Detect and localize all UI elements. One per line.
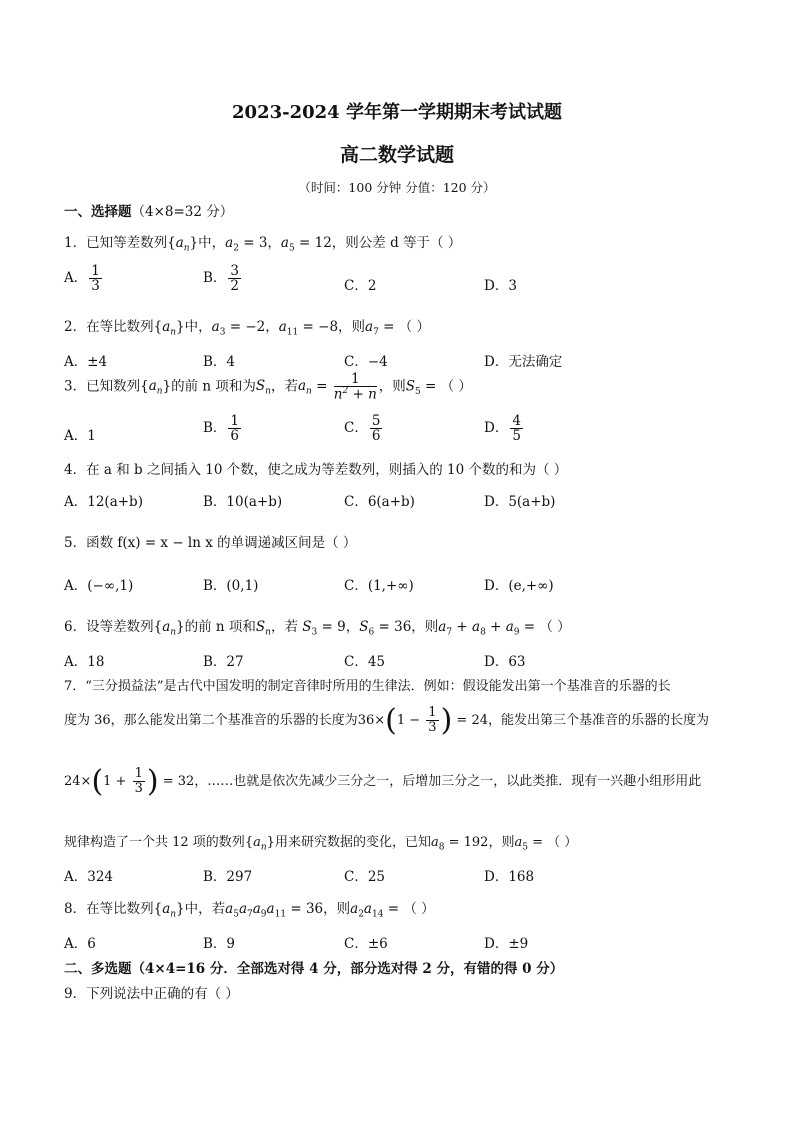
q8-option-c[interactable]: C．±6	[344, 936, 388, 952]
section-2-heading: 二、多选题（4×4=16 分．全部选对得 4 分，部分选对得 2 分，有错的得 0 分）	[64, 961, 564, 977]
q6-option-a[interactable]: A．18	[64, 654, 105, 670]
q6-option-b[interactable]: B．27	[203, 654, 244, 670]
question-7-line-3: 24×(1 + $\frac{1}{3}$ ) = 32，……也就是依次先减少三分之一，后增加三分之一，以此类推．现有一兴趣小组形用此	[64, 764, 702, 799]
q1-option-a[interactable]: A． $\frac{1}{3}$	[64, 263, 100, 295]
q7-option-c[interactable]: C．25	[344, 869, 386, 885]
q5-option-b[interactable]: B．(0,1)	[203, 578, 259, 594]
q8-option-b[interactable]: B．9	[203, 936, 236, 952]
question-8: 8．在等比数列$\{a_n\}$中，若$a_5a_7a_9a_{11} = 36$，则$a_2a_{14}$ = （ ）	[64, 901, 435, 920]
q2-option-c[interactable]: C．−4	[344, 354, 388, 370]
exam-subject: 高二数学试题	[339, 144, 454, 166]
question-6: 6．设等差数列$\{a_n\}$的前 n 项和$S_n$，若 $S_3 = 9$，$S_6 = 36$，则$a_7 + a_8 + a_9$ = （ ）	[64, 619, 571, 638]
q4-option-c[interactable]: C．6(a+b)	[344, 494, 415, 510]
q1-option-b[interactable]: B． $\frac{3}{2}$	[203, 263, 240, 295]
q1-option-c[interactable]: C．2	[344, 278, 377, 294]
question-1: 1．已知等差数列$\{a_n\}$中，$a_2 = 3$，$a_5 = 12$，则公差 d 等于（ ）	[64, 235, 462, 254]
question-5: 5．函数 f(x) = x − ln x 的单调递减区间是（ ）	[64, 535, 357, 551]
q8-option-a[interactable]: A．6	[64, 936, 96, 952]
question-2: 2．在等比数列$\{a_n\}$中，$a_3 = -2$，$a_{11} = -8$，则$a_7$ = （ ）	[64, 319, 431, 338]
q3-option-b[interactable]: B． $\frac{1}{6}$	[203, 413, 240, 445]
q3-option-c[interactable]: C． $\frac{5}{6}$	[344, 413, 381, 445]
question-7-line-4: 规律构造了一个共 12 项的数列$\{a_n\}$用来研究数据的变化，已知$a_8 = 192$，则$a_5$ = （ ）	[64, 835, 578, 853]
q4-option-d[interactable]: D．5(a+b)	[484, 494, 556, 510]
question-4: 4．在 a 和 b 之间插入 10 个数，使之成为等差数列，则插入的 10 个数的和为（ ）	[64, 462, 568, 478]
section-1-heading: 一、选择题（4×8=32 分）	[64, 204, 234, 220]
q7-option-d[interactable]: D．168	[484, 869, 535, 885]
q5-option-a[interactable]: A．(−∞,1)	[64, 578, 134, 594]
q8-option-d[interactable]: D．±9	[484, 936, 529, 952]
q7-option-a[interactable]: A．324	[64, 869, 114, 885]
question-7-line-2: 度为 36，那么能发出第二个基准音的乐器的长度为36×(1 − $\frac{1}{3}$ ) = 24，能发出第三个基准音的乐器的长度为	[64, 703, 709, 738]
question-9: 9．下列说法中正确的有（ ）	[64, 986, 239, 1002]
q2-option-d[interactable]: D．无法确定	[484, 354, 563, 370]
q2-option-a[interactable]: A．±4	[64, 354, 108, 370]
q3-option-a[interactable]: A．1	[64, 428, 96, 444]
q6-option-c[interactable]: C．45	[344, 654, 386, 670]
q6-option-d[interactable]: D．63	[484, 654, 526, 670]
q3-option-d[interactable]: D． $\frac{4}{5}$	[484, 413, 521, 445]
exam-info: （时间：100 分钟 分值：120 分）	[298, 180, 496, 195]
q5-option-d[interactable]: D．(e,+∞)	[484, 578, 554, 594]
question-3: 3．已知数列$\{a_n\}$的前 n 项和为$S_n$，若$a_n$ = $\frac{1}{n^2 + n}$ ，则$S_5$ = （ ）	[64, 371, 472, 403]
q4-option-b[interactable]: B．10(a+b)	[203, 494, 283, 510]
q7-option-b[interactable]: B．297	[203, 869, 253, 885]
q2-option-b[interactable]: B．4	[203, 354, 236, 370]
q1-option-d[interactable]: D．3	[484, 278, 517, 294]
q5-option-c[interactable]: C．(1,+∞)	[344, 578, 414, 594]
question-7-line-1: 7．“三分损益法”是古代中国发明的制定音律时所用的生律法．例如：假设能发出第一个基准音的乐器的长	[64, 679, 671, 694]
exam-title: 2023-2024 学年第一学期期末考试试题	[232, 102, 562, 123]
q4-option-a[interactable]: A．12(a+b)	[64, 494, 143, 510]
